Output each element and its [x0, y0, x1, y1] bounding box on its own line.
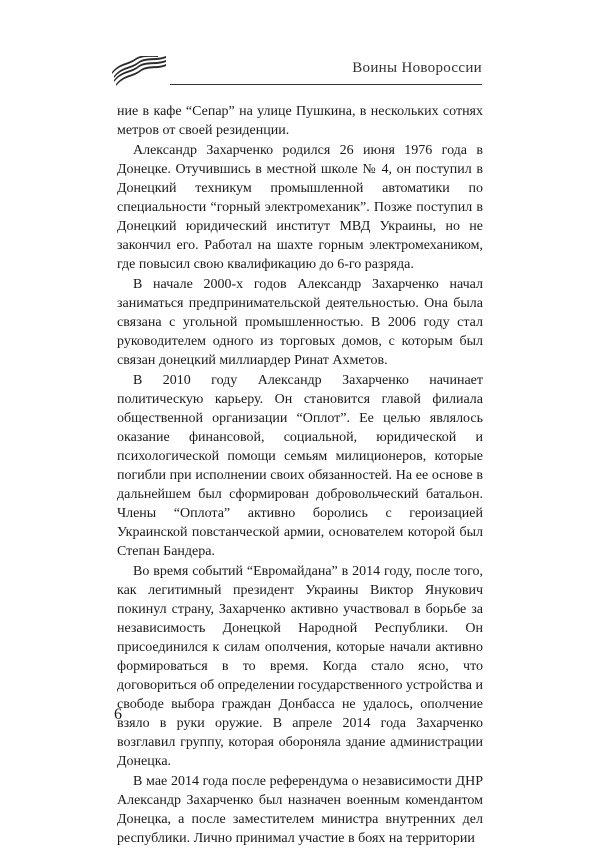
header-rule [170, 84, 482, 85]
page-number: 6 [114, 706, 122, 723]
paragraph: В начале 2000-х годов Александр Захарченко начал заниматься предпринимательской деятельностью. Она была связана с угольной промышленностью. В 2006 году стал руководителем одного из торговых домов, с которым был связан донецкий миллиардер Ринат Ахметов. [117, 277, 483, 368]
running-title: Воины Новороссии [352, 60, 482, 76]
paragraph: ние в кафе “Сепар” на улице Пушкина, в нескольких сотнях метров от своей резиденции. [117, 104, 483, 138]
paragraph: Александр Захарченко родился 26 июня 1976 года в Донецке. Отучившись в местной школе № 4, он поступил в Донецкий техникум промышленной автоматики по специальности “горный электромеханик”. Позже поступил в Донецкий юридический институт МВД Украины, но не закончил его. Работал на шахте горным электромехаником, где повысил свою квалификацию до 6-го разряда. [117, 143, 483, 272]
paragraph: В 2010 году Александр Захарченко начинает политическую карьеру. Он становится главой филиала общественной организации “Оплот”. Ее целью являлось оказание финансовой, социальной, юридической и психологической помощи семьям милиционеров, которые погибли при исполнении своих обязанностей. На ее основе в дальнейшем был сформирован добровольческий батальон. Члены “Оплота” активно боролись с героизацией Украинской повстанческой армии, основателем которой был Степан Бандера. [117, 373, 483, 559]
body-text [117, 102, 483, 848]
paragraph: Во время событий “Евромайдана” в 2014 году, после того, как легитимный президент Украины Виктор Янукович покинул страну, Захарченко активно участвовал в борьбе за независимость Донецкой Народной Республики. Он присоединился к силам ополчения, которые начали активно формироваться в то время. Когда стало ясно, что договориться об определении государственного устройства и свободе выбора граждан Донбасса не удалось, ополчение взяло в руки оружие. В апреле 2014 года Захарченко возглавил группу, которая обороняла здание администрации Донецка. [117, 564, 483, 769]
paragraph: В мае 2014 года после референдума о независимости ДНР Александр Захарченко был назначен военным комендантом Донецка, а после заместителем министра внутренних дел республики. Лично принимал участие в боях на территории [117, 774, 483, 846]
striped-ribbon-icon [112, 56, 168, 86]
